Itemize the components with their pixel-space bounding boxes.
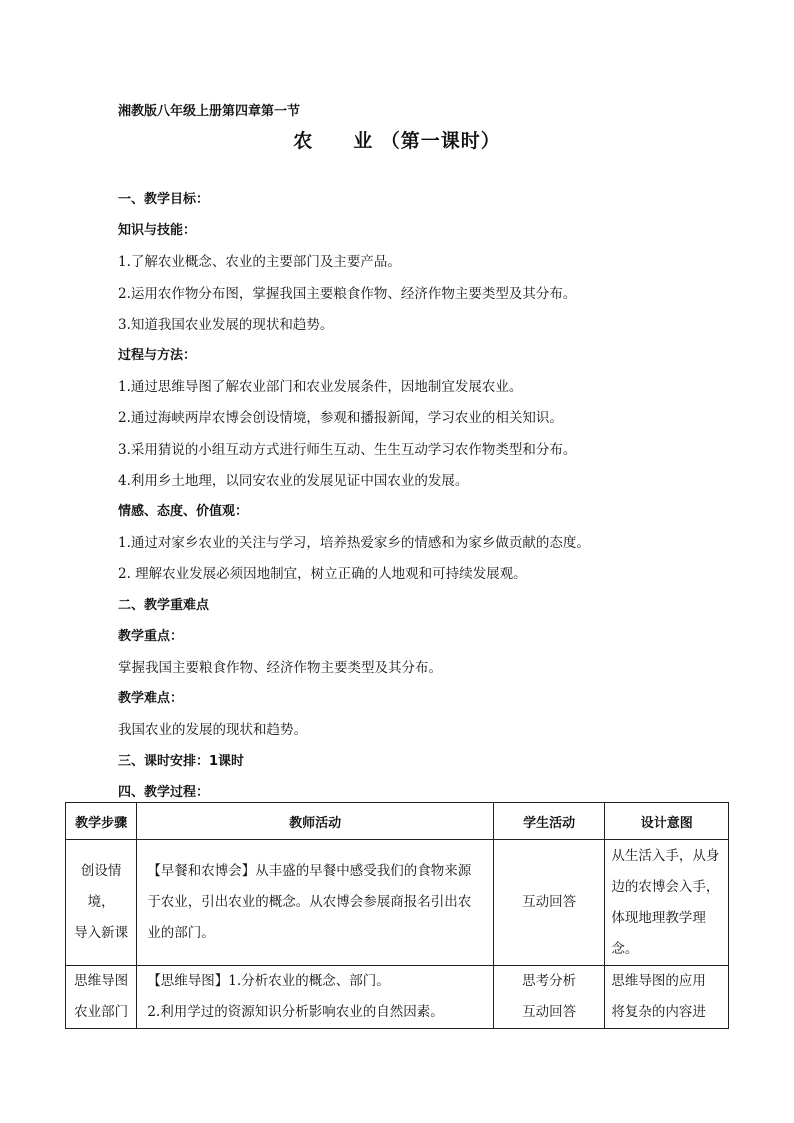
cell-step: [66, 840, 137, 966]
emotion-item: 1.通过对家乡农业的关注与学习，培养热爱家乡的情感和为家乡做贡献的态度。: [118, 535, 590, 551]
doc-subtitle: 湘教版八年级上册第四章第一节: [118, 104, 301, 119]
process-item: 4.利用乡土地理，以同安农业的发展见证中国农业的发展。: [118, 473, 469, 489]
cell-teacher: [137, 840, 494, 966]
emotion-item: 2. 理解农业发展必须因地制宜，树立正确的人地观和可持续发展观。: [118, 566, 527, 582]
key-point-text: 掌握我国主要粮食作物、经济作物主要类型及其分布。: [118, 660, 442, 676]
subheading-difficulty: 教学难点：: [118, 691, 184, 706]
col-header-student: 学生活动: [493, 803, 605, 840]
col-header-teacher: 教师活动: [137, 803, 494, 840]
cell-line: 2.利用学过的资源知识分析影响农业的自然因素。: [147, 1004, 444, 1020]
subheading-emotion: 情感、态度、价值观：: [118, 504, 249, 519]
difficulty-text: 我国农业的发展的现状和趋势。: [118, 722, 307, 738]
cell-line: 体现地理教学理: [611, 909, 706, 926]
cell-line: 创设情境，: [80, 863, 122, 910]
cell-intent: [605, 966, 729, 1029]
cell-step: [66, 966, 137, 1029]
cell-line: 从生活入手，从身: [611, 847, 720, 864]
col-header-intent: 设计意图: [605, 803, 729, 840]
subheading-key: 教学重点：: [118, 629, 184, 644]
section-heading-process: 四、教学过程：: [118, 785, 210, 800]
process-item: 2.通过海峡两岸农博会创设情境，参观和播报新闻，学习农业的相关知识。: [118, 410, 563, 426]
subheading-knowledge: 知识与技能：: [118, 223, 197, 238]
table-row: [66, 840, 729, 966]
cell-line: 将复杂的内容进: [611, 1004, 706, 1020]
knowledge-item: 3.知道我国农业发展的现状和趋势。: [118, 317, 334, 333]
cell-line: 【思维导图】1.分析农业的概念、部门。: [147, 973, 390, 989]
table-row: [66, 966, 729, 1029]
process-item: 3.采用猜说的小组互动方式进行师生互动、生生互动学习农作物类型和分布。: [118, 442, 577, 458]
cell-line: 念。: [611, 940, 639, 957]
col-header-step: 教学步骤: [66, 803, 137, 840]
cell-line: 思维导图的应用: [611, 973, 706, 989]
cell-intent: [605, 840, 729, 966]
cell-line: 【早餐和农博会】从丰盛的早餐中感受我们的食物来源: [147, 863, 472, 879]
process-item: 1.通过思维导图了解农业部门和农业发展条件，因地制宜发展农业。: [118, 379, 523, 395]
cell-line: 互动回答: [522, 1004, 577, 1020]
section-heading-schedule: 三、课时安排：1课时: [118, 754, 245, 769]
cell-line: 农业部门: [74, 1004, 129, 1020]
cell-line: 于农业，引出农业的概念。从农博会参展商报名引出农: [147, 894, 472, 910]
teaching-process-table: [65, 802, 729, 1029]
cell-line: 互动回答: [522, 894, 577, 910]
subheading-process: 过程与方法：: [118, 348, 197, 363]
cell-line: 思维导图: [74, 973, 129, 989]
section-heading-keypoints: 二、教学重难点: [118, 598, 210, 613]
cell-line: 思考分析: [522, 973, 577, 989]
cell-line: 导入新课: [74, 925, 129, 941]
cell-line: 业的部门。: [147, 925, 215, 941]
cell-line: 边的农博会入手，: [611, 878, 720, 895]
section-heading-objectives: 一、教学目标：: [118, 192, 210, 207]
doc-title: 农 业 （第一课时）: [293, 130, 501, 152]
knowledge-item: 2.运用农作物分布图，掌握我国主要粮食作物、经济作物主要类型及其分布。: [118, 286, 577, 302]
cell-teacher: [137, 966, 494, 1029]
cell-student: [493, 966, 605, 1029]
cell-student: [493, 840, 605, 966]
table-header-row: [66, 803, 729, 840]
knowledge-item: 1.了解农业概念、农业的主要部门及主要产品。: [118, 254, 401, 270]
